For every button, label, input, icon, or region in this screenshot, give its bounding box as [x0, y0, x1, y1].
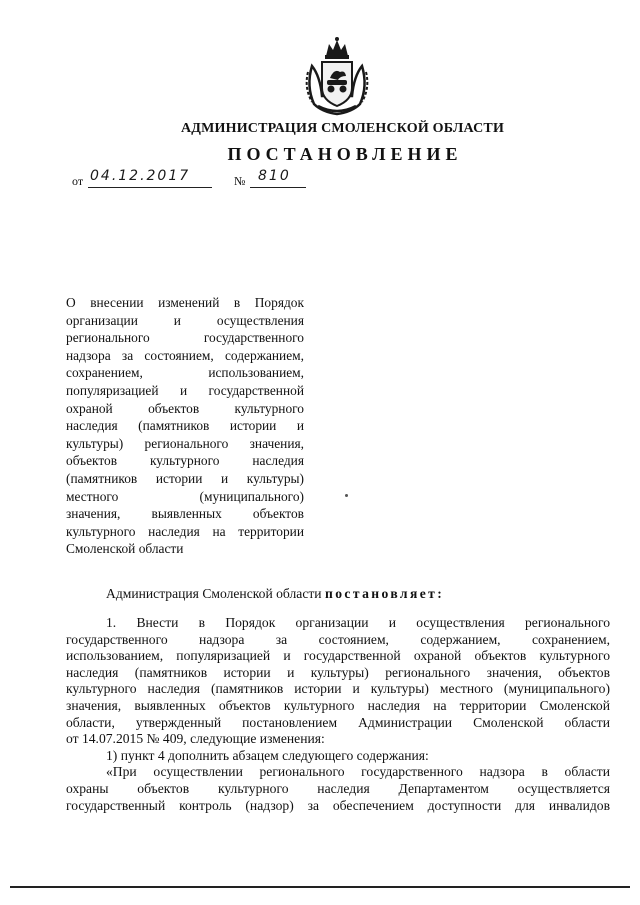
- number-label: №: [234, 174, 246, 188]
- subject-line: организации и осуществления: [66, 312, 304, 328]
- body-line: значения, выявленных объектов культурного наследия на территории Смоленской: [66, 697, 610, 713]
- coat-of-arms-emblem: [302, 36, 372, 116]
- number-underline: [250, 187, 306, 188]
- subject-line: объектов культурного наследия: [66, 453, 304, 469]
- body-line: области, утвержденный постановлением Администрации Смоленской области: [66, 714, 610, 730]
- body-line: 1. Внести в Порядок организации и осуществления регионального: [106, 615, 610, 630]
- body-line: наследия (памятников истории и культуры) регионального значения, объектов: [66, 664, 610, 680]
- subject-line: Смоленской области: [66, 541, 184, 557]
- subject-line: надзора за состоянием, содержанием,: [66, 347, 304, 363]
- subject-line: популяризацией и государственной: [66, 382, 304, 398]
- date-underline: [88, 187, 212, 188]
- body-line: от 14.07.2015 № 409, следующие изменения:: [66, 731, 325, 747]
- subject-line: наследия (памятников истории и: [66, 418, 304, 434]
- preamble-text: Администрация Смоленской области: [106, 586, 325, 601]
- document-type-title: ПОСТАНОВЛЕНИЕ: [227, 144, 463, 164]
- date-number-line: [72, 168, 372, 191]
- document-subject: [66, 294, 304, 558]
- subject-line: культурного наследия на территории: [66, 523, 304, 539]
- subject-line: культуры) регионального значения,: [66, 435, 304, 451]
- body-line: охраны объектов культурного наследия Департаментом осуществляется: [66, 780, 610, 796]
- page-bottom-rule: [10, 886, 630, 888]
- subject-line: (памятников истории и культуры): [66, 470, 304, 486]
- subject-line: сохранением, использованием,: [66, 365, 304, 381]
- date-handwritten: 04.12.2017: [90, 168, 191, 184]
- organization-name: АДМИНИСТРАЦИЯ СМОЛЕНСКОЙ ОБЛАСТИ: [180, 121, 505, 136]
- subject-line: регионального государственного: [66, 330, 304, 346]
- body-line: государственного надзора за состоянием, содержанием, сохранением,: [66, 631, 610, 647]
- body-line: «При осуществлении регионального государственного надзора в области: [106, 764, 610, 780]
- number-handwritten: 810: [258, 168, 291, 184]
- body-line: культурного наследия (памятников истории и культуры) местного (муниципального): [66, 681, 610, 697]
- preamble-emphasis: постановляет:: [324, 586, 445, 601]
- document-body: [66, 615, 610, 814]
- subject-line: О внесении изменений в Порядок: [66, 295, 304, 310]
- preamble: [106, 586, 444, 602]
- subject-line: местного (муниципального): [66, 488, 304, 504]
- subject-line: значения, выявленных объектов: [66, 506, 304, 522]
- body-line: использованием, популяризацией и государственной охраной объектов культурного: [66, 648, 610, 664]
- subject-line: охраной объектов культурного: [66, 400, 304, 416]
- body-line: государственный контроль (надзор) за обеспечением доступности для инвалидов: [66, 797, 610, 813]
- date-label: от: [72, 174, 84, 188]
- body-line: 1) пункт 4 дополнить абзацем следующего содержания:: [106, 747, 429, 763]
- scan-mark: [345, 494, 348, 497]
